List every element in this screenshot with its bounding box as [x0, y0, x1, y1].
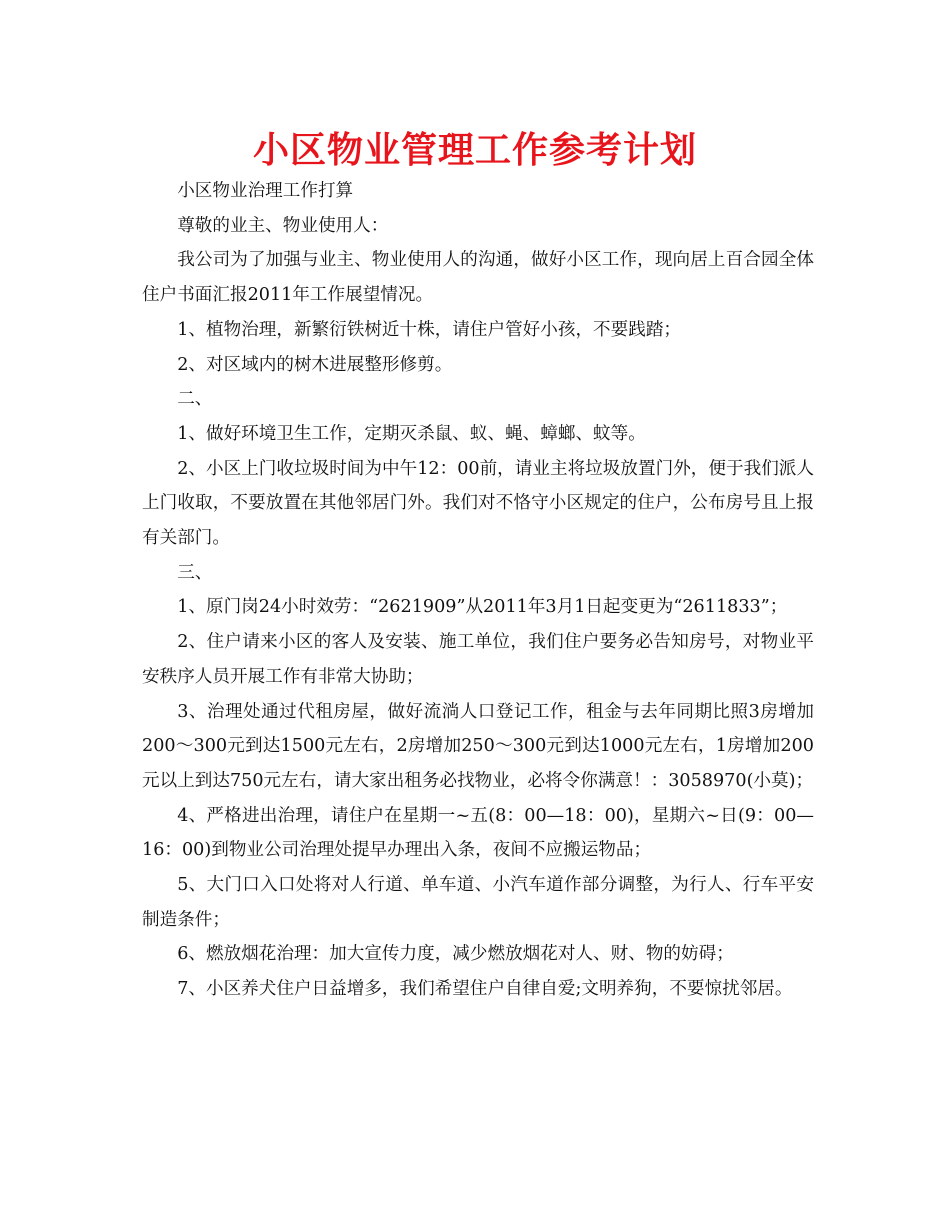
paragraph-security-5: 5、大门口入口处将对人行道、单车道、小汽车道作部分调整，为行人、行车平安制造条件； — [142, 875, 814, 930]
paragraph-security-3: 3、治理处通过代租房屋，做好流淌人口登记工作，租金与去年同期比照3房增加200～300元到达1500元左右，2房增加250～300元到达1000元左右，1房增加200元以上到达750元左右，请大家出租务必找物业，必将令你满意！：3058970(小莫)； — [142, 701, 814, 791]
paragraph-plant-2: 2、对区域内的树木进展整形修剪。 — [177, 354, 453, 375]
paragraph-hygiene-2: 2、小区上门收垃圾时间为中午12：00前，请业主将垃圾放置门外，便于我们派人上门收取，不要放置在其他邻居门外。我们对不恪守小区规定的住户，公布房号且上报有关部门。 — [142, 458, 814, 549]
paragraph-salutation: 尊敬的业主、物业使用人： — [177, 215, 389, 236]
paragraph-intro: 我公司为了加强与业主、物业使用人的沟通，做好小区工作，现向居上百合园全体住户书面汇报2011年工作展望情况。 — [142, 250, 814, 306]
paragraph-security-4: 4、严格进出治理，请住户在星期一~五(8：00—18：00)，星期六~日(9：00—16：00)到物业公司治理处提早办理出入条，夜间不应搬运物品； — [142, 805, 814, 861]
paragraph-security-1: 1、原门岗24小时效劳：“2621909”从2011年3月1日起变更为“2611833”； — [177, 597, 788, 618]
page-title: 小区物业管理工作参考计划 — [252, 130, 697, 171]
paragraph-subtitle: 小区物业治理工作打算 — [177, 181, 354, 201]
document-body — [142, 174, 814, 1007]
paragraph-security-7: 7、小区养犬住户日益增多，我们希望住户自律自爱;文明养狗，不要惊扰邻居。 — [177, 979, 793, 1000]
paragraph-security-2: 2、住户请来小区的客人及安装、施工单位，我们住户要务必告知房号，对物业平安秩序人员开展工作有非常大协助； — [142, 632, 814, 687]
paragraph-hygiene-1: 1、做好环境卫生工作，定期灭杀鼠、蚁、蝇、蟑螂、蚊等。 — [177, 423, 646, 444]
paragraph-plant-1: 1、植物治理，新繁衍铁树近十株，请住户管好小孩，不要践踏； — [177, 319, 682, 340]
paragraph-security-6: 6、燃放烟花治理：加大宣传力度，减少燃放烟花对人、财、物的妨碍； — [177, 944, 734, 965]
section-heading-2: 二、 — [177, 389, 213, 410]
section-heading-3: 三、 — [177, 562, 213, 583]
